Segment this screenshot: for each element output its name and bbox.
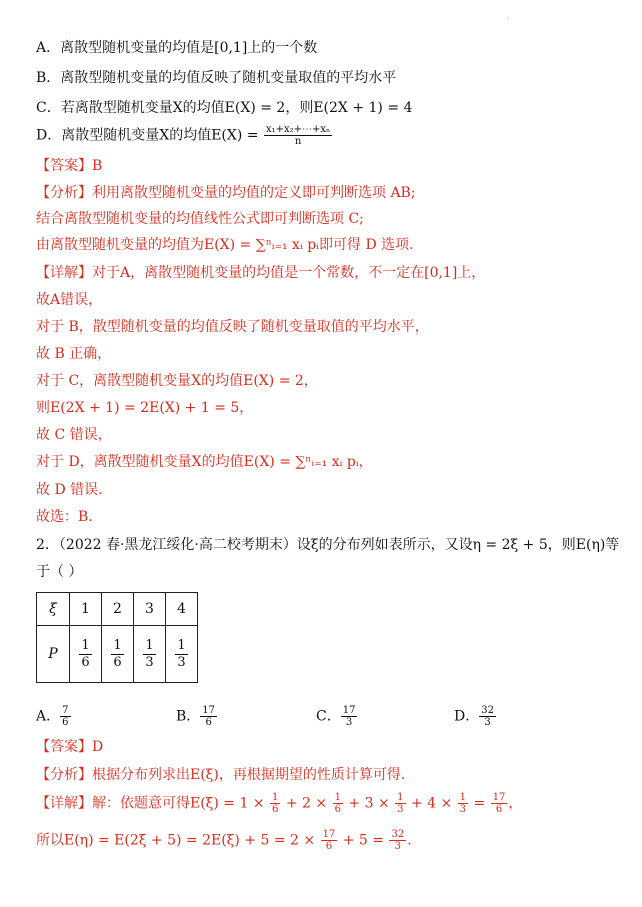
q2-answer: 【答案】D xyxy=(36,739,104,755)
fraction-numerator: 1 xyxy=(397,792,404,803)
table-cell xyxy=(102,626,134,683)
fraction-numerator: 17 xyxy=(492,792,506,803)
q2-stem-line-2: 于（ ） xyxy=(36,564,83,580)
option-label: D． xyxy=(454,708,480,725)
q2-stem-line-1: 2．（2022 春·黑龙江绥化·高二校考期末）设ξ的分布列如表所示，又设η = 2ξ + 5，则E(η)等 xyxy=(36,537,620,553)
q1-analysis-line-1: 【分析】利用离散型随机变量的均值的定义即可判断选项 AB; xyxy=(36,185,416,201)
fraction-numerator: 1 xyxy=(272,792,279,803)
table-cell xyxy=(70,626,102,683)
q1-detail-line-5: 对于 C，离散型随机变量X的均值E(X) = 2， xyxy=(36,373,318,389)
q1-detail-line-10: 故选：B. xyxy=(36,509,93,525)
option-fraction xyxy=(60,705,70,728)
q1-detail-line-3: 对于 B，散型随机变量的均值反映了随机变量取值的平均水平， xyxy=(36,319,429,335)
probability-fraction xyxy=(111,638,123,671)
q1-option-d-fraction xyxy=(264,124,332,147)
option-label: C． xyxy=(316,708,341,725)
table-cell xyxy=(134,626,166,683)
q1-detail-line-2: 故A错误， xyxy=(36,292,103,308)
q1-detail-line-4: 故 B 正确， xyxy=(36,346,112,362)
table-cell: 1 xyxy=(70,593,102,626)
detail-fraction xyxy=(321,829,338,852)
detail-fraction xyxy=(389,829,406,852)
fraction-numerator: 17 xyxy=(342,705,356,716)
q2-analysis: 【分析】根据分布列求出E(ξ)，再根据期望的性质计算可得. xyxy=(36,767,406,783)
fraction-denominator: 6 xyxy=(334,804,341,815)
q1-option-b: B．离散型随机变量的均值反映了随机变量取值的平均水平 xyxy=(36,70,397,86)
detail-text: 所以E(η) = E(2ξ + 5) = 2E(ξ) + 5 = 2 × xyxy=(36,832,320,849)
q2-option-c xyxy=(316,705,357,728)
distribution-table xyxy=(36,592,198,683)
q1-analysis-line-3: 由离散型随机变量的均值为E(X) = ∑ⁿᵢ₌₁ xᵢ pᵢ即可得 D 选项. xyxy=(36,237,414,253)
detail-fraction xyxy=(395,792,405,815)
table-row-p xyxy=(37,626,198,683)
detail-fraction xyxy=(270,792,280,815)
detail-text: = xyxy=(469,795,490,812)
fraction-denominator: 6 xyxy=(272,804,279,815)
fraction-numerator: 1 xyxy=(177,637,186,653)
detail-text: ， xyxy=(508,795,523,812)
detail-fraction xyxy=(458,792,468,815)
q2-detail-line-1 xyxy=(36,792,622,815)
q2-option-b xyxy=(176,705,217,728)
fraction-denominator: n xyxy=(294,136,302,147)
fraction-numerator: x₁+x₂+⋯+xₙ xyxy=(265,124,331,135)
table-header-p: P xyxy=(37,626,70,683)
fraction-denominator: 3 xyxy=(484,717,491,728)
detail-text: . xyxy=(407,832,412,849)
q2-option-d xyxy=(454,705,496,728)
fraction-denominator: 3 xyxy=(177,654,186,670)
q1-detail-line-1: 【详解】对于A，离散型随机变量的均值是一个常数，不一定在[0,1]上， xyxy=(36,265,486,281)
q1-detail-line-9: 故 D 错误. xyxy=(36,482,103,498)
fraction-denominator: 6 xyxy=(113,654,122,670)
q1-option-d-prefix: D．离散型随机变量X的均值E(X) = xyxy=(36,127,263,144)
option-label: B． xyxy=(176,708,201,725)
fraction-numerator: 1 xyxy=(145,637,154,653)
fraction-denominator: 3 xyxy=(345,717,353,728)
table-cell xyxy=(166,626,198,683)
q1-option-c: C．若离散型随机变量X的均值E(X) = 2，则E(2X + 1) = 4 xyxy=(36,100,413,116)
fraction-numerator: 7 xyxy=(62,705,69,716)
option-fraction xyxy=(479,705,496,728)
fraction-denominator: 6 xyxy=(62,717,69,728)
fraction-numerator: 1 xyxy=(113,637,122,653)
fraction-numerator: 1 xyxy=(334,792,341,803)
fraction-denominator: 6 xyxy=(205,717,212,728)
option-fraction xyxy=(341,705,358,728)
fraction-numerator: 17 xyxy=(322,829,336,840)
fraction-denominator: 6 xyxy=(495,804,503,815)
fraction-numerator: 32 xyxy=(481,705,494,716)
q1-detail-line-6: 则E(2X + 1) = 2E(X) + 1 = 5， xyxy=(36,400,254,416)
corner-mark: · xyxy=(506,14,509,23)
detail-fraction xyxy=(333,792,343,815)
detail-text: + 2 × xyxy=(281,795,332,812)
q2-detail-line-2 xyxy=(36,829,622,852)
probability-fraction xyxy=(79,638,91,671)
fraction-denominator: 3 xyxy=(459,804,467,815)
fraction-numerator: 1 xyxy=(459,792,467,803)
table-row-xi xyxy=(37,593,198,626)
detail-text: 【详解】解：依题意可得E(ξ) = 1 × xyxy=(36,795,270,812)
table-header-xi: ξ xyxy=(37,593,70,626)
q1-detail-line-8: 对于 D，离散型随机变量X的均值E(X) = ∑ⁿᵢ₌₁ xᵢ pᵢ， xyxy=(36,454,373,470)
probability-fraction xyxy=(175,638,187,671)
detail-text: + 4 × xyxy=(406,795,457,812)
fraction-denominator: 3 xyxy=(394,841,402,852)
option-label: A． xyxy=(36,708,61,725)
fraction-denominator: 6 xyxy=(81,654,90,670)
fraction-denominator: 6 xyxy=(325,841,333,852)
fraction-denominator: 3 xyxy=(145,654,154,670)
detail-fraction xyxy=(491,792,508,815)
q1-option-d xyxy=(36,124,622,147)
fraction-numerator: 1 xyxy=(81,637,90,653)
fraction-numerator: 32 xyxy=(391,829,405,840)
fraction-denominator: 3 xyxy=(397,804,404,815)
q1-analysis-line-2: 结合离散型随机变量的均值线性公式即可判断选项 C; xyxy=(36,211,364,227)
q2-option-a xyxy=(36,705,71,728)
detail-text: + 5 = xyxy=(338,832,389,849)
fraction-numerator: 17 xyxy=(202,705,216,716)
table-cell: 2 xyxy=(102,593,134,626)
q1-answer: 【答案】B xyxy=(36,158,103,174)
detail-text: + 3 × xyxy=(343,795,395,812)
q1-detail-line-7: 故 C 错误， xyxy=(36,427,112,443)
table-cell: 3 xyxy=(134,593,166,626)
option-fraction xyxy=(200,705,217,728)
table-cell: 4 xyxy=(166,593,198,626)
probability-fraction xyxy=(143,638,155,671)
q1-option-a: A．离散型随机变量的均值是[0,1]上的一个数 xyxy=(36,40,318,56)
